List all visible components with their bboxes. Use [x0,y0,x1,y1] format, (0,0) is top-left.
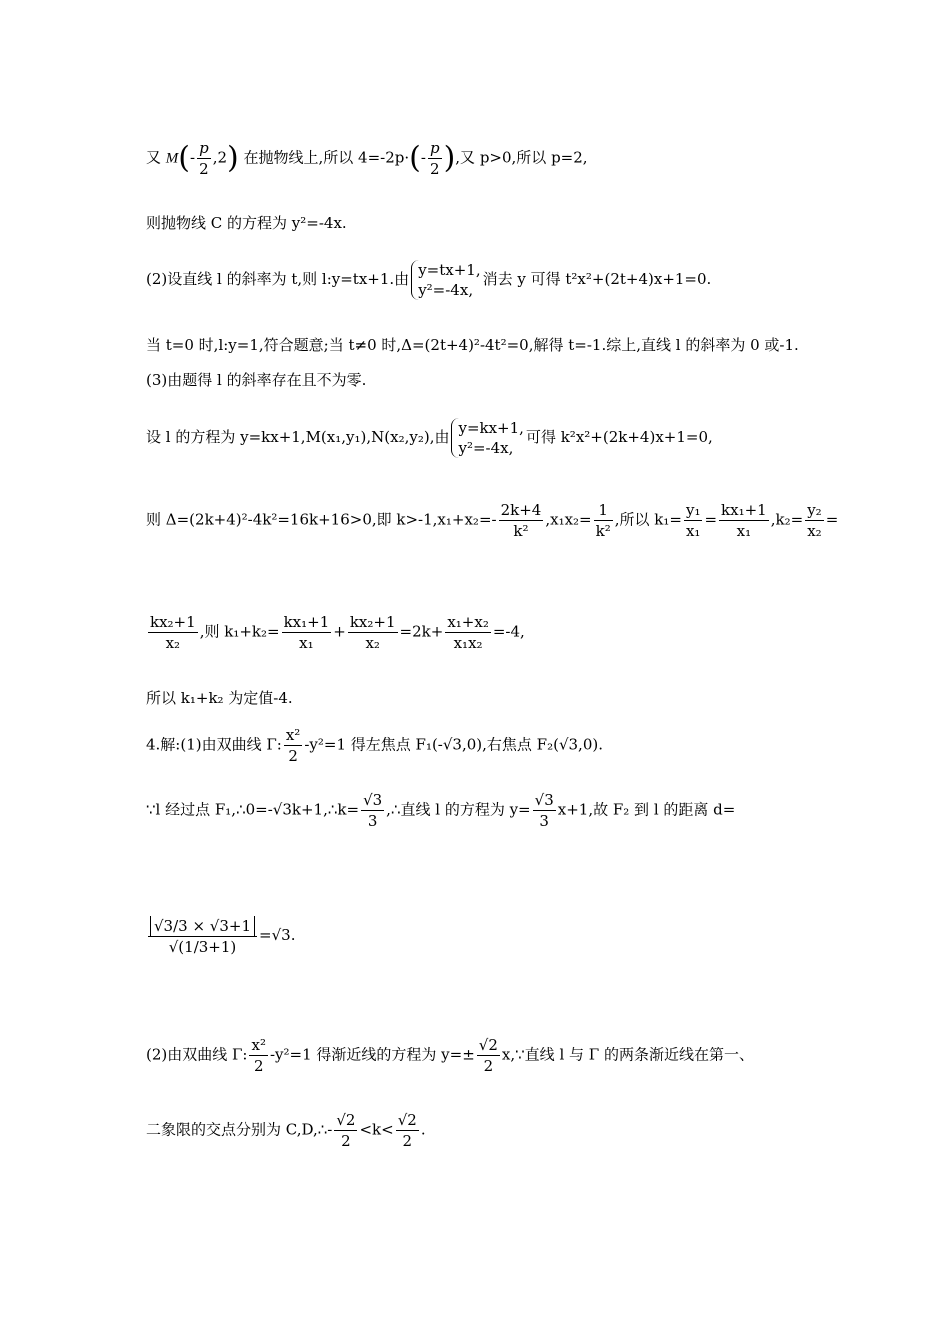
eq: y=tx+1, [418,261,481,279]
text: ,k₂= [770,510,804,529]
eq: y²=-4x, [458,439,514,457]
num: 2k+4 [500,501,542,519]
text: ,x₁x₂= [545,510,592,529]
text: (2)设直线 l 的斜率为 t,则 l:y=tx+1.由 [146,270,410,288]
den: k² [513,522,529,540]
fraction [428,138,442,179]
den: x₂ [365,634,380,652]
num: √3 [363,791,383,809]
text: =-4, [492,622,525,641]
text: ∵l 经过点 F₁,∴0=-√3k+1,∴k= [146,800,360,819]
num: √2 [336,1111,356,1129]
minus: - [190,148,196,167]
num: kx₁+1 [283,613,330,631]
text: <k< [359,1120,394,1139]
den: 2 [483,1057,494,1075]
num: kx₁+1 [721,501,767,519]
line-12 [146,915,295,957]
num: √3 [534,791,554,809]
fraction [361,790,384,831]
text: 4.解:(1)由双曲线 Γ: [146,735,282,754]
num: √3/3 × √3+1 [150,916,255,936]
line-9: 所以 k₁+k₂ 为定值-4. [146,689,293,707]
den: x₁ [299,634,314,652]
text: ,∴直线 l 的方程为 y= [386,800,531,819]
den: x₂ [807,522,822,540]
den: √(1/3+1) [168,938,237,956]
equation-system [411,260,480,300]
line-10 [146,725,603,766]
num: √2 [397,1111,417,1129]
line-6 [146,418,713,458]
text: 在抛物线上,所以 4=-2p· [243,148,410,167]
den: x₁ [685,522,701,540]
line-8 [146,612,525,653]
text: = [704,510,718,529]
fraction [533,790,556,831]
line-1: 又 M(- $\frac{p}{2}$ ,2) 在抛物线上,所以 4=-2p·(- $\frac{p}{2}$ ),又 p>0,所以 p=2, [146,139,588,178]
den: k² [595,522,611,540]
text: 则 Δ=(2k+4)²-4k²=16k+16>0,即 k>-1,x₁+x₂=- [146,510,497,529]
fraction [805,500,824,541]
line-13 [146,1035,754,1076]
eq: y=kx+1, [458,419,524,437]
den: 2 [402,1132,413,1150]
text: ,又 p>0,所以 p=2, [455,148,588,167]
num: kx₂+1 [150,613,196,631]
den: 2 [288,747,298,765]
fraction [477,1035,500,1076]
text: . [420,1120,426,1139]
fraction [284,725,302,766]
num: y₁ [685,501,701,519]
fraction [148,612,198,653]
den: 3 [539,812,549,830]
text: 二象限的交点分别为 C,D,∴- [146,1120,333,1139]
line-7 [146,500,838,541]
num: kx₂+1 [349,613,396,631]
text: 设 l 的方程为 y=kx+1,M(x₁,y₁),N(x₂,y₂),由 [146,428,450,446]
fraction [197,138,211,179]
line-4: 当 t=0 时,l:y=1,符合题意;当 t≠0 时,Δ=(2t+4)²-4t²=0,解得 t=-1.综上,直线 l 的斜率为 0 或-1. [146,336,799,354]
text: ,所以 k₁= [614,510,682,529]
fraction [282,612,332,653]
text: + [333,622,346,641]
num: x² [251,1036,266,1054]
fraction [719,500,769,541]
fraction [499,500,544,541]
text: -y²=1 得渐近线的方程为 y=± [269,1045,475,1064]
num: p [199,139,209,157]
den: 3 [367,812,378,830]
fraction [594,500,613,541]
text: x+1,故 F₂ 到 l 的距离 d= [557,800,736,819]
fraction [445,612,491,653]
line-3 [146,260,711,300]
den: x₁x₂ [453,634,483,652]
num: x₁+x₂ [447,613,489,631]
eq: y²=-4x, [418,281,474,299]
den: x₂ [165,634,181,652]
equation-system [451,418,523,458]
text: x,∵直线 l 与 Γ 的两条渐近线在第一、 [501,1045,754,1064]
num: p [429,139,440,157]
fraction [684,500,703,541]
fraction [334,1110,357,1151]
den: 2 [253,1057,264,1075]
num: √2 [478,1036,498,1054]
line-11 [146,790,735,831]
line-5: (3)由题得 l 的斜率存在且不为零. [146,371,367,389]
num: x² [285,726,301,744]
den: 2 [429,160,440,178]
text: = [825,510,839,529]
text: 消去 y 可得 t²x²+(2t+4)x+1=0. [482,270,712,288]
num: y₂ [807,501,822,519]
text: 可得 k²x²+(2k+4)x+1=0, [525,428,713,446]
den: x₁ [736,522,752,540]
text: 又 [146,148,162,167]
text: ,2 [212,148,228,167]
distance-fraction [148,915,257,957]
den: 2 [199,160,209,178]
line-14 [146,1110,426,1151]
den: 2 [341,1132,351,1150]
text: =2k+ [399,622,444,641]
line-2: 则抛物线 C 的方程为 y²=-4x. [146,214,347,232]
text: -y²=1 得左焦点 F₁(-√3,0),右焦点 F₂(√3,0). [304,735,603,754]
text: =√3. [259,926,296,944]
fraction [249,1035,267,1076]
text: (2)由双曲线 Γ: [146,1045,248,1064]
text: ,则 k₁+k₂= [199,622,280,641]
fraction [348,612,398,653]
fraction [396,1110,419,1151]
num: 1 [594,500,613,521]
